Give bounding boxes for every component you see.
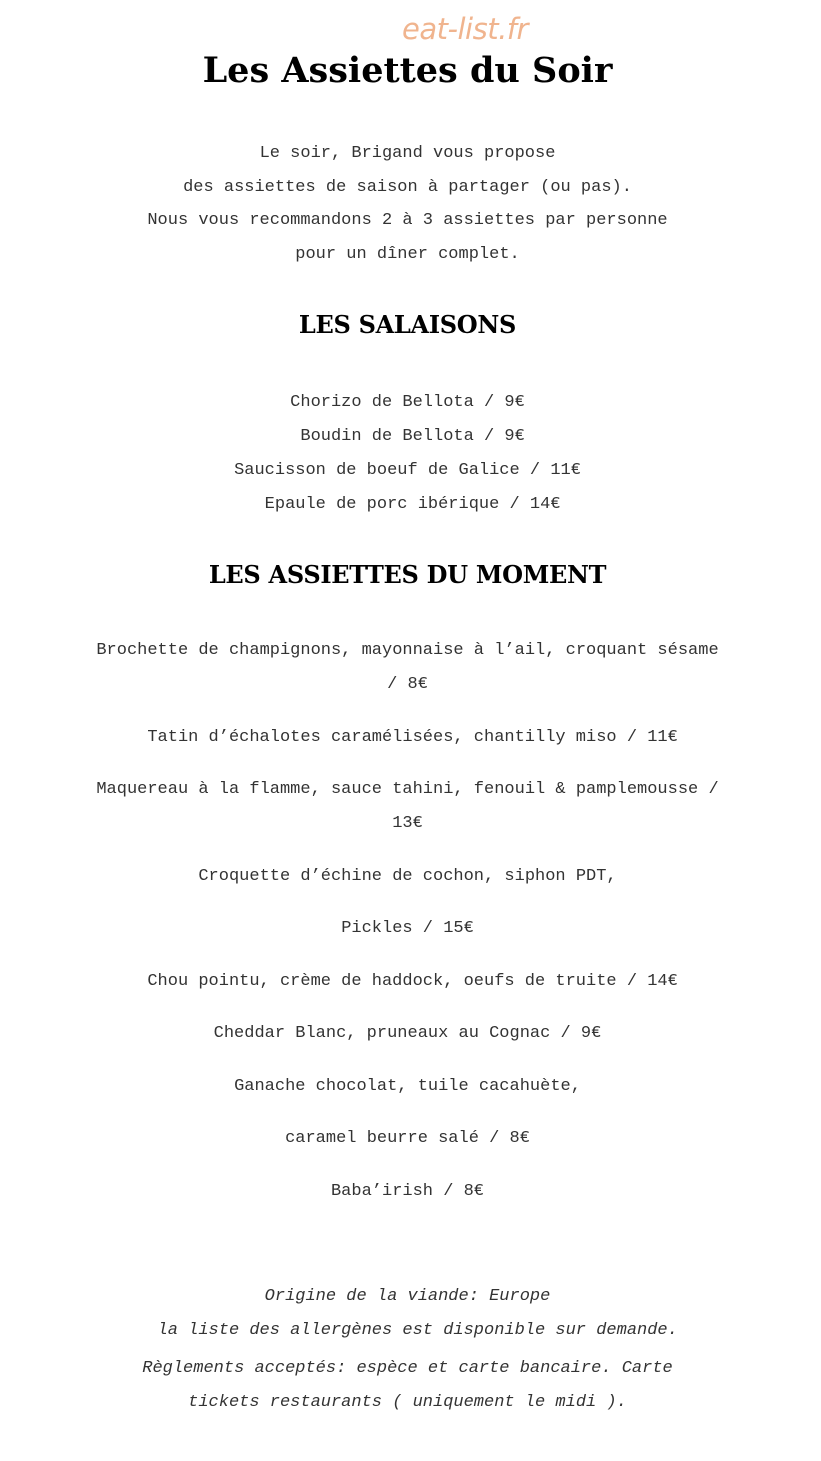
menu-item: Cheddar Blanc, pruneaux au Cognac / 9€ <box>213 1024 602 1043</box>
section-title-moment: LES ASSIETTES DU MOMENT <box>208 560 607 589</box>
menu-item: Ganache chocolat, tuile cacahuète, <box>234 1076 581 1096</box>
salaisons-list <box>0 386 815 522</box>
menu-item: Chorizo de Bellota / 9€ <box>290 393 525 412</box>
intro-line: Nous vous recommandons 2 à 3 assiettes par personne <box>147 211 668 230</box>
section-title-salaisons: LES SALAISONS <box>298 310 517 339</box>
menu-item: Baba’irish / 8€ <box>330 1181 485 1201</box>
intro-text <box>0 137 815 271</box>
menu-item: Croquette d’échine de cochon, siphon PDT, <box>198 866 617 886</box>
page-title: Les Assiettes du Soir <box>202 50 613 91</box>
menu-item: Chou pointu, crème de haddock, oeufs de truite / 14€ <box>137 971 678 991</box>
menu-item: Pickles / 15€ <box>341 919 474 938</box>
footer-line: Origine de la viande: Europe <box>264 1287 551 1306</box>
intro-line: pour un dîner complet. <box>295 244 520 264</box>
menu-item: Epaule de porc ibérique / 14€ <box>254 495 561 514</box>
menu-item: Saucisson de boeuf de Galice / 11€ <box>234 461 581 480</box>
intro-line: des assiettes de saison à partager (ou pas). <box>183 177 632 197</box>
menu-item: Brochette de champignons, mayonnaise à l’ail, croquant sésame / 8€ <box>96 641 719 694</box>
footer-line: la liste des allergènes est disponible sur demande. <box>137 1321 678 1340</box>
menu-item: Boudin de Bellota / 9€ <box>290 427 525 446</box>
footer-line: tickets restaurants ( uniquement le midi ). <box>188 1393 627 1412</box>
menu-item: Tatin d’échalotes caramélisées, chantilly miso / 11€ <box>137 727 678 747</box>
menu-item: caramel beurre salé / 8€ <box>285 1129 530 1148</box>
footer-line: Règlements acceptés: espèce et carte bancaire. Carte <box>142 1359 673 1378</box>
menu-item: Maquereau à la flamme, sauce tahini, fenouil & pamplemousse / 13€ <box>96 780 719 833</box>
intro-line: Le soir, Brigand vous propose <box>259 144 556 163</box>
footer-notes <box>0 1280 815 1420</box>
moment-list <box>0 634 815 1227</box>
watermark: eat-list.fr <box>402 12 528 46</box>
